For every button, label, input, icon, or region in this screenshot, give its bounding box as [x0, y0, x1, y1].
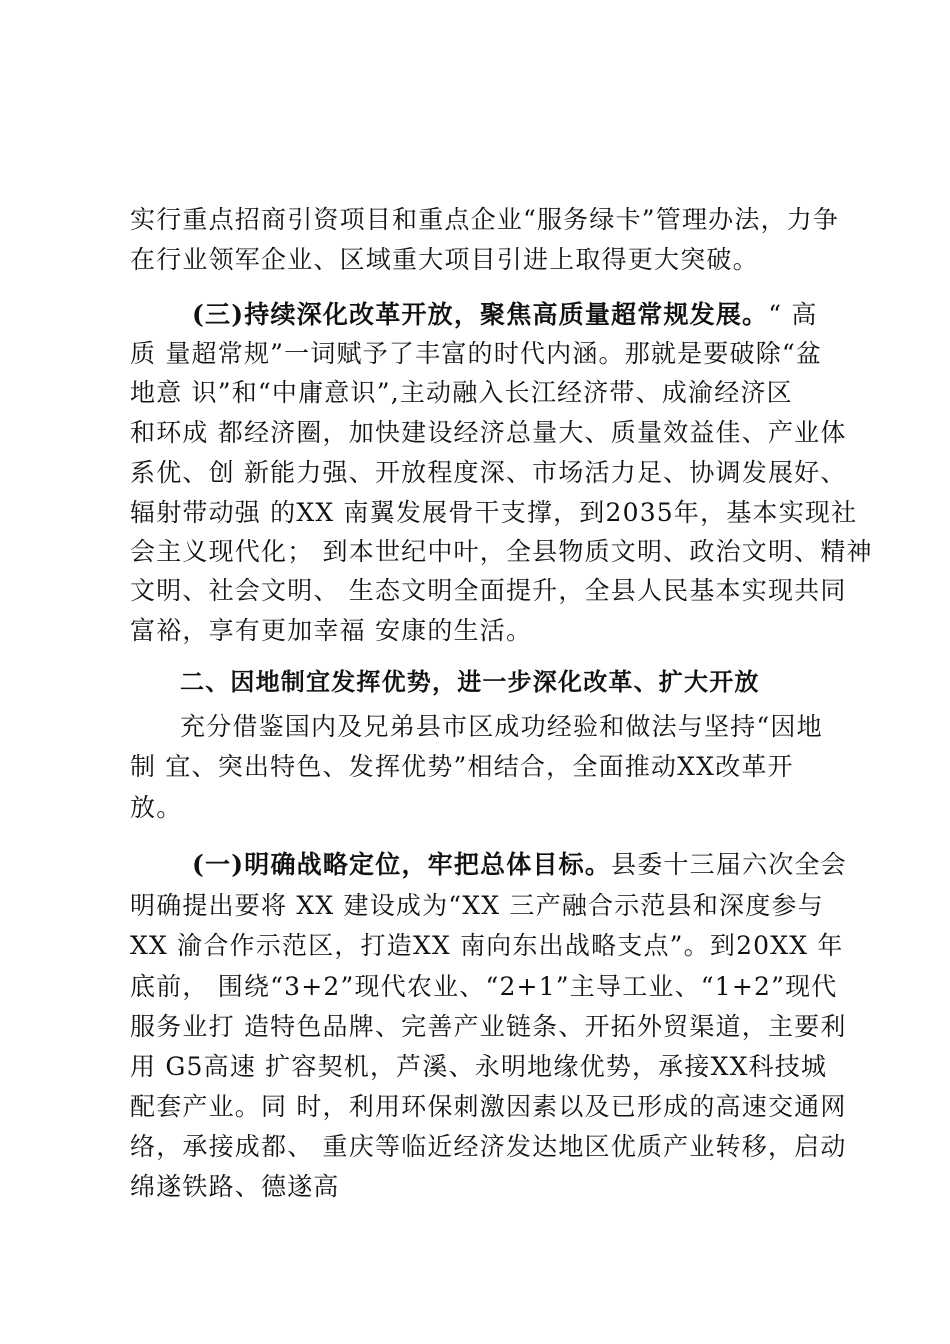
paragraph-2-line-1-rest: “ 高: [768, 300, 818, 329]
paragraph-1-line-1: 实行重点招商引资项目和重点企业“服务绿卡”管理办法，力争: [130, 205, 840, 234]
paragraph-4-line-2: 明确提出要将 XX 建设成为“XX 三产融合示范县和深度参与: [130, 891, 824, 920]
paragraph-4-line-6: 用 G5高速 扩容契机，芦溪、永明地缘优势，承接XX科技城: [130, 1052, 828, 1081]
paragraph-4-line-4: 底前， 围绕“3+2”现代农业、“2+1”主导工业、“1+2”现代: [130, 972, 838, 1001]
paragraph-4-line-9: 绵遂铁路、德遂高: [130, 1172, 340, 1201]
paragraph-3-line-1: 充分借鉴国内及兄弟县市区成功经验和做法与坚持“因地: [180, 712, 823, 741]
section-heading-2: 二、因地制宜发挥优势，进一步深化改革、扩大开放: [180, 668, 760, 696]
paragraph-2-line-1: [192, 300, 818, 330]
paragraph-4-line-3: XX 渝合作示范区，打造XX 南向东出战略支点”。到20XX 年: [130, 931, 844, 960]
paragraph-4-line-1: [192, 850, 847, 880]
paragraph-2-line-4: 和环成 都经济圈，加快建设经济总量大、质量效益佳、产业体: [130, 418, 847, 447]
paragraph-2-line-5: 系优、创 新能力强、开放程度深、市场活力足、协调发展好、: [130, 458, 847, 487]
paragraph-2-line-3: 地意 识”和“中庸意识”,主动融入长江经济带、成渝经济区: [130, 378, 793, 407]
paragraph-4-line-8: 络，承接成都、 重庆等临近经济发达地区优质产业转移，启动: [130, 1132, 847, 1161]
paragraph-1-line-2: 在行业领军企业、区域重大项目引进上取得更大突破。: [130, 245, 759, 274]
paragraph-4-line-1-rest: 县委十三届六次全会: [611, 850, 847, 879]
paragraph-2-line-8: 文明、社会文明、 生态文明全面提升，全县人民基本实现共同: [130, 576, 847, 605]
paragraph-4-lead: (一)明确战略定位，牢把总体目标。: [192, 850, 612, 879]
paragraph-2-line-6: 辐射带动强 的XX 南翼发展骨干支撑，到2035年，基本实现社: [130, 498, 858, 527]
paragraph-4-line-5: 服务业打 造特色品牌、完善产业链条、开拓外贸渠道，主要利: [130, 1012, 847, 1041]
paragraph-2-line-2: 质 量超常规”一词赋予了丰富的时代内涵。那就是要破除“盆: [130, 339, 823, 368]
paragraph-3-line-3: 放。: [130, 793, 183, 822]
paragraph-2-line-7: 会主义现代化； 到本世纪中叶，全县物质文明、政治文明、精神: [130, 537, 873, 566]
paragraph-2-line-9: 富裕，享有更加幸福 安康的生活。: [130, 616, 533, 645]
paragraph-2-lead: (三)持续深化改革开放，聚焦高质量超常规发展。: [192, 300, 769, 329]
paragraph-4-line-7: 配套产业。同 时，利用环保刺激因素以及已形成的高速交通网: [130, 1092, 847, 1121]
paragraph-3-line-2: 制 宜、突出特色、发挥优势”相结合，全面推动XX改革开: [130, 752, 794, 781]
